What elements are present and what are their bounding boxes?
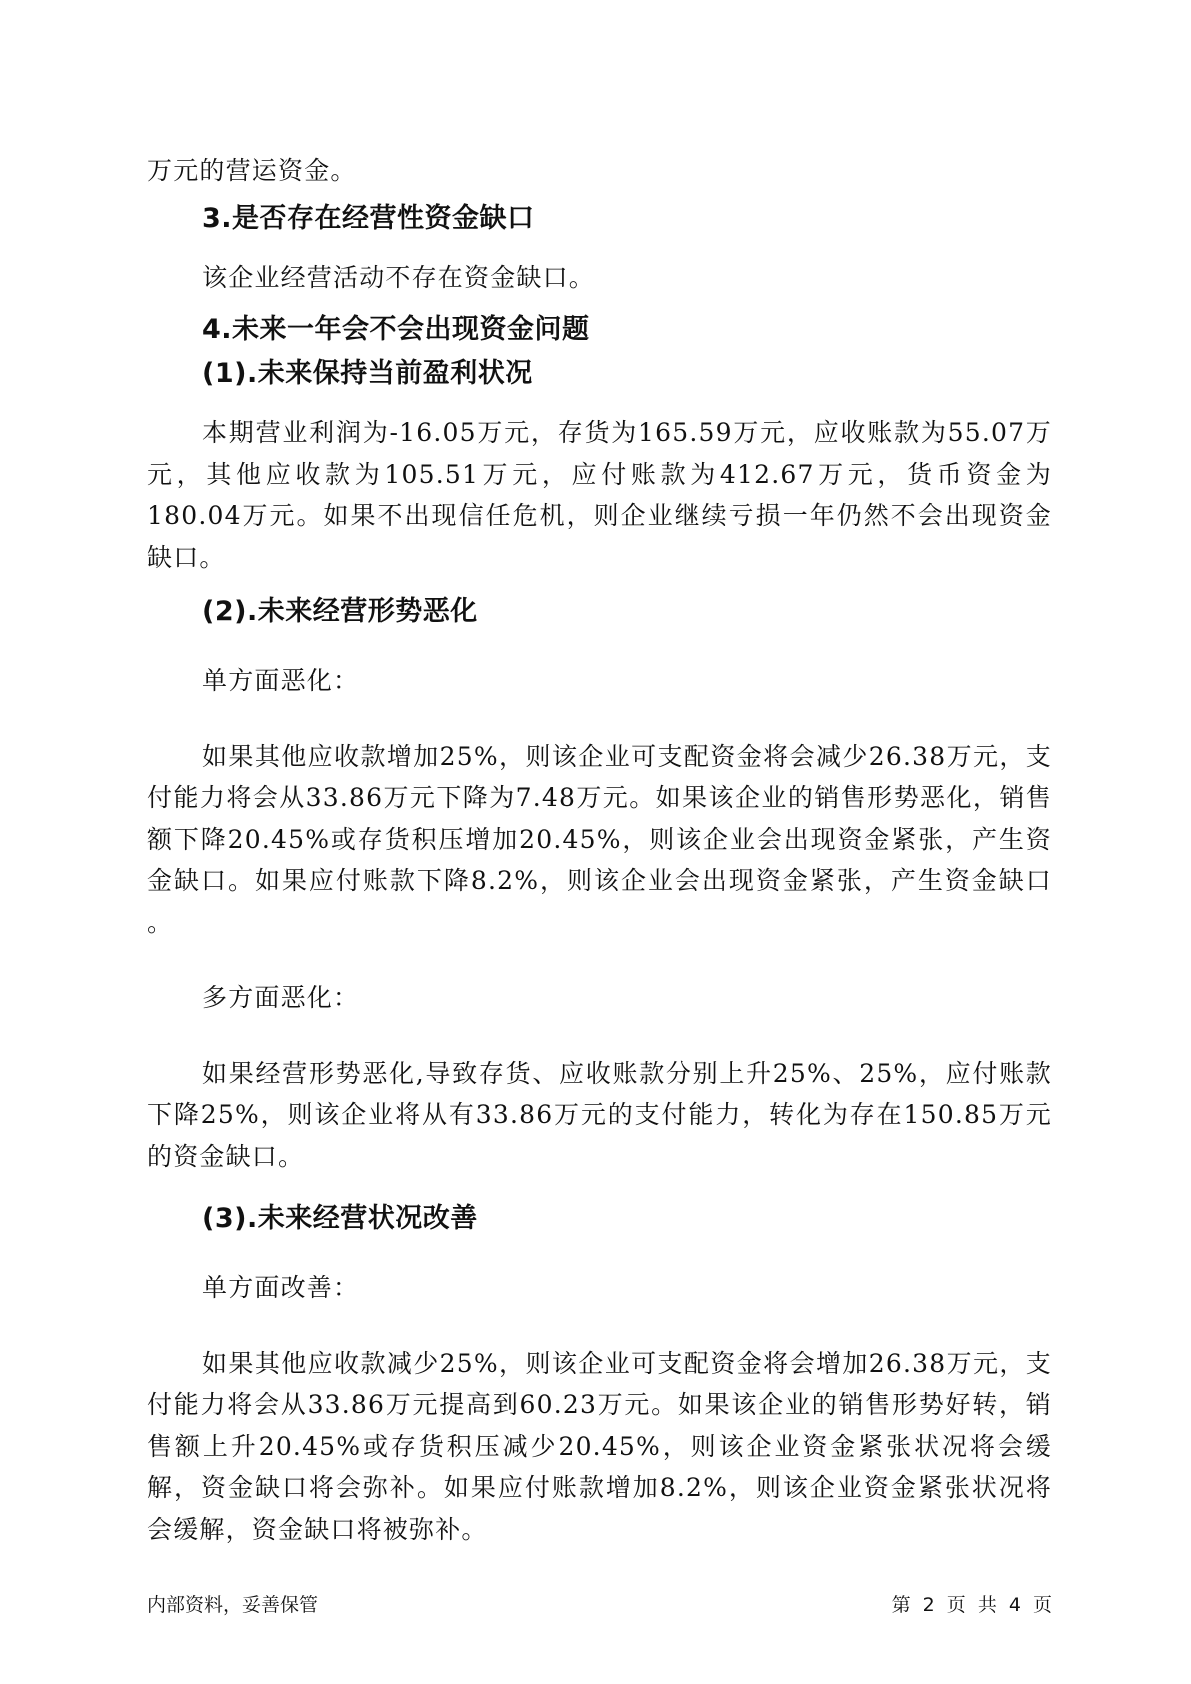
paragraph-multi-deterioration-label: 多方面恶化：: [202, 983, 360, 1012]
paragraph-single-deterioration-label: 单方面恶化：: [202, 666, 360, 695]
paragraph-current-profit: 本期营业利润为-16.05万元，存货为165.59万元，应收账款为55.07万元，其他应收款为105.51万元，应付账款为412.67万元，货币资金为180.04万元。如果不出现信任危机，则企业继续亏损一年仍然不会出现资金缺口。: [147, 418, 1052, 572]
heading-3-funding-gap: 3.是否存在经营性资金缺口: [202, 202, 535, 234]
paragraph-single-improvement-label: 单方面改善：: [202, 1273, 360, 1302]
paragraph-single-improvement: 如果其他应收款减少25%，则该企业可支配资金将会增加26.38万元，支付能力将会从33.86万元提高到60.23万元。如果该企业的销售形势好转，销售额上升20.45%或存货积压减少20.45%，则该企业资金紧张状况将会缓解，资金缺口将会弥补。如果应付账款增加8.2%，则该企业资金紧张状况将会缓解，资金缺口将被弥补。: [147, 1348, 1052, 1544]
paragraph-no-gap: 该企业经营活动不存在资金缺口。: [202, 262, 596, 292]
footer-page-number: 第 2 页 共 4 页: [891, 1594, 1052, 1616]
heading-4-next-year: 4.未来一年会不会出现资金问题: [202, 314, 590, 345]
paragraph-single-deterioration: 如果其他应收款增加25%，则该企业可支配资金将会减少26.38万元，支付能力将会从33.86万元下降为7.48万元。如果该企业的销售形势恶化，销售额下降20.45%或存货积压增加20.45%，则该企业会出现资金紧张，产生资金缺口。如果应付账款下降8.2%，则该企业会出现资金紧张，产生资金缺口 。: [147, 741, 1052, 937]
heading-sub-1-current-profit: (1).未来保持当前盈利状况: [202, 358, 533, 389]
paragraph-continuation: 万元的营运资金。: [147, 156, 357, 185]
document-body: [147, 150, 1052, 1550]
footer-confidential-note: 内部资料，妥善保管: [147, 1594, 319, 1616]
page-footer: [147, 1590, 1052, 1620]
heading-sub-2-deterioration: (2).未来经营形势恶化: [202, 596, 478, 627]
paragraph-multi-deterioration: 如果经营形势恶化,导致存货、应收账款分别上升25%、25%，应付账款下降25%，则该企业将从有33.86万元的支付能力，转化为存在150.85万元的资金缺口。: [147, 1058, 1052, 1171]
heading-sub-3-improvement: (3).未来经营状况改善: [202, 1203, 478, 1234]
